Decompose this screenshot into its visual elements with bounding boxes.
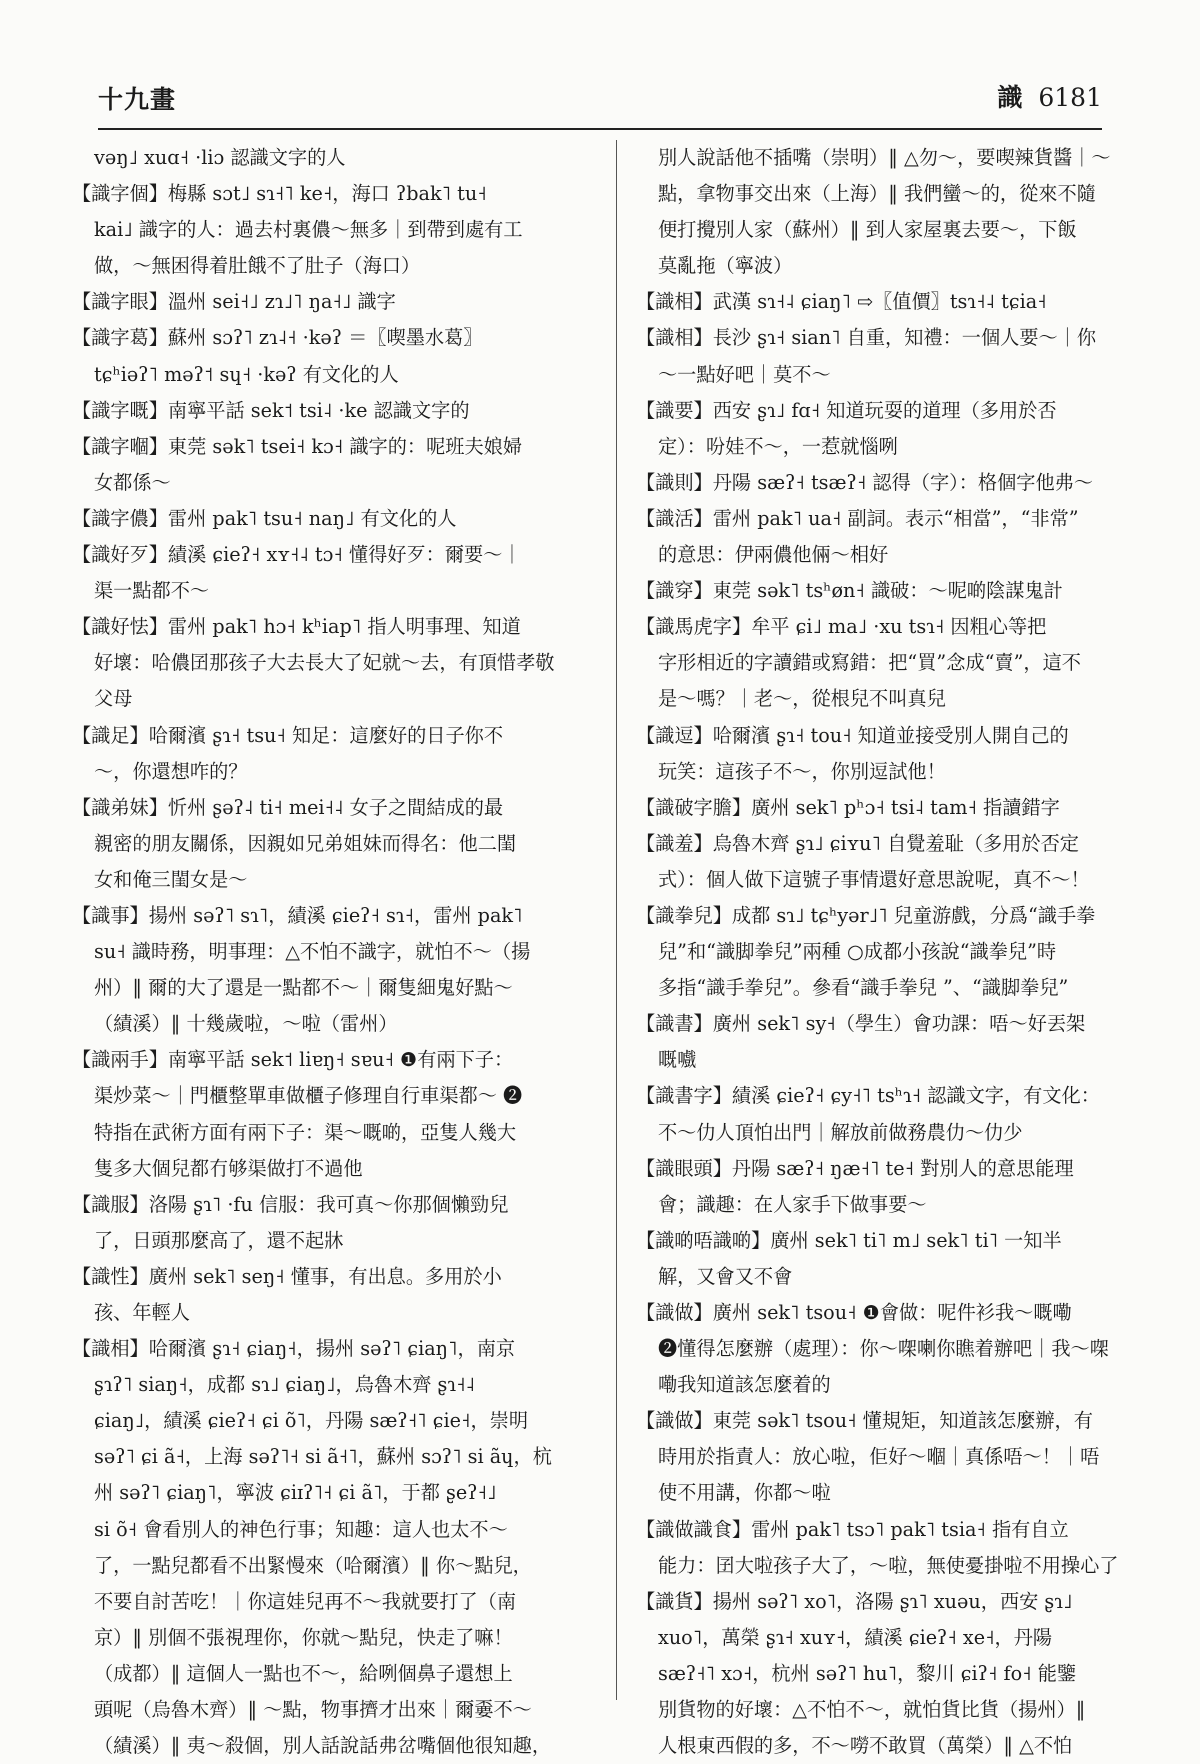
entry-text-line: 點，拿物事交出來（上海）‖ 我們蠻～的，從來不隨	[658, 182, 1096, 206]
entry-headword-line: 【識事】揚州 səʔ˥ sɿ˥，績溪 ɕieʔ˧ sɿ˧，雷州 pak˥	[72, 903, 523, 927]
entry-headword-line: 【識兩手】南寧平話 sek˦ liɐŋ˧ sɐu˧ ❶有兩下子：	[72, 1048, 514, 1072]
entry-text-line: 女都係～	[94, 470, 171, 494]
entry-headword-line: 【識字葛】蘇州 sɔʔ˥ zɿ˨˧ ·kəʔ ＝〖喫墨水葛〗	[72, 326, 483, 350]
entry-headword-line: 【識好怯】雷州 pak˥ hɔ˧ kʰiap˥ 指人明事理、知道	[72, 615, 521, 639]
entry-headword-line: 【識字嗰】東莞 sək˥ tsei˧ kɔ˧ 識字的：呢班夫娘婦	[72, 434, 523, 458]
entry-text-line: xuo˥，萬榮 ʂɿ˧ xuʏ˧，績溪 ɕieʔ˧ xe˧，丹陽	[658, 1625, 1053, 1649]
entry-text-line: 京）‖ 別個不張視理你，你就～點兒，快走了嘛！	[94, 1625, 513, 1649]
entry-headword-line: 【識則】丹陽 sæʔ˧ tsæʔ˧ 認得（字）：格個字他弗～	[636, 470, 1094, 494]
entry-headword-line: 【識做識食】雷州 pak˥ tsɔ˥ pak˥ tsia˧ 指有自立	[636, 1517, 1069, 1541]
entry-text-line: 別貨物的好壞：△不怕不～，就怕貨比貨（揚州）‖	[658, 1698, 1086, 1722]
entry-text-line: 孩、年輕人	[94, 1301, 190, 1324]
entry-text-line: （成都）‖ 這個人一點也不～，給咧個鼻子還想上	[94, 1661, 513, 1685]
entry-headword-line: 【識拳兒】成都 sɿ˩ tɕʰyər˩˥ 兒童游戲，分爲“識手拳	[636, 903, 1096, 927]
entry-text-line: 做，～無困得着肚餓不了肚子（海口）	[94, 254, 421, 278]
entry-headword-line: 【識性】廣州 sek˥ seŋ˧ 懂事，有出息。多用於小	[72, 1264, 502, 1288]
entry-text-line: 了，一點兒都看不出緊慢來（哈爾濱）‖ 你～點兒，	[94, 1553, 532, 1577]
entry-text-line: 嘞我知道該怎麼着的	[658, 1373, 831, 1397]
entry-text-line: 便打攪別人家（蘇州）‖ 到人家屋裏去要～，下飯	[658, 218, 1077, 242]
section-title: 十九畫	[98, 85, 177, 114]
entry-text-line: 特指在武術方面有兩下子：渠～嘅啲，亞隻人幾大	[94, 1120, 517, 1144]
entry-headword-line: 【識相】哈爾濱 ʂɿ˧ ɕiaŋ˧，揚州 səʔ˥ ɕiaŋ˥，南京	[72, 1337, 516, 1361]
left-column	[72, 140, 604, 1764]
entry-text-line: 親密的朋友關係，因親如兄弟姐妹而得名：他二閨	[94, 831, 517, 855]
entry-text-line: kai˩ 識字的人：過去村裏儂～無多｜到帶到處有工	[94, 218, 523, 242]
entry-text-line: 定）：吩娃不～，一惹就惱咧	[658, 434, 898, 458]
headword: 識	[997, 83, 1023, 112]
entry-text-line: 州 səʔ˥ ɕiaŋ˥，寧波 ɕiɪʔ˥˧ ɕi ã˥，于都 ʂeʔ˧˩	[94, 1481, 497, 1505]
entry-headword-line: 【識活】雷州 pak˥ ua˧ 副詞。表示“相當”，“非常”	[636, 506, 1079, 530]
entry-text-line: 好壞：哈儂囝那孩子大去長大了妃就～去，有頂惜孝敬	[94, 651, 555, 675]
entry-text-line: 了，日頭那麼高了，還不起牀	[94, 1228, 344, 1252]
entry-headword-line: 【識羞】烏魯木齊 ʂɿ˩ ɕiʏu˥ 自覺羞耻（多用於否定	[636, 831, 1079, 855]
entry-headword-line: 【識要】西安 ʂɿ˩ fɑ˧ 知道玩耍的道理（多用於否	[636, 398, 1057, 422]
entry-headword-line: 【識足】哈爾濱 ʂɿ˧ tsu˧ 知足：這麼好的日子你不	[72, 723, 504, 747]
entry-text-line: 式）：個人做下這號子事情還好意思說呢，真不～！	[658, 867, 1090, 891]
entry-text-line: 渠一點都不～	[94, 579, 210, 603]
entry-text-line: 頭呢（烏魯木齊）‖ ～點，物事擠才出來｜爾嫑不～	[94, 1698, 532, 1722]
entry-text-line: 不～仂人頂怕出門｜解放前做務農仂～仂少	[658, 1120, 1023, 1144]
entry-headword-line: 【識穿】東莞 sək˥ tsʰøn˧ 識破：～呢啲陰謀鬼計	[636, 579, 1063, 603]
entry-text-line: 不要自討苦吃！｜你這娃兒再不～我就要打了（南	[94, 1589, 517, 1613]
entry-text-line: ❷懂得怎麼辦（處理）：你～㗎喇你瞧着辦吧｜我～㗎	[658, 1337, 1109, 1361]
entry-text-line: 嘅嚱	[658, 1048, 697, 1072]
page-number: 6181	[1038, 83, 1102, 112]
entry-text-line: 的意思：伊兩儂他倆～相好	[658, 543, 889, 567]
entry-headword-line: 【識字嘅】南寧平話 sek˦ tsi˨ ·ke 認識文字的	[72, 398, 470, 422]
entry-headword-line: 【識字儂】雷州 pak˥ tsu˧ naŋ˩ 有文化的人	[72, 506, 457, 530]
entry-headword-line: 【識字個】梅縣 sɔt˩ sɿ˧˥ ke˧，海口 ʔbak˥ tu˧	[72, 182, 487, 206]
entry-headword-line: 【識做】東莞 sək˥ tsou˧ 懂規矩，知道該怎麼辦，有	[636, 1409, 1093, 1433]
entry-text-line: 解，又會又不會	[658, 1264, 793, 1288]
entry-text-line: 是～嗎？｜老～，從根兒不叫真兒	[658, 687, 946, 711]
entry-text-line: （績溪）‖ 十幾歲啦，～啦（雷州）	[94, 1012, 398, 1036]
running-head	[997, 78, 1102, 114]
entry-text-line: ɕiaŋ˩，績溪 ɕieʔ˧ ɕi õ˥，丹陽 sæʔ˧˥ ɕie˧，崇明	[94, 1409, 529, 1433]
entry-text-line: vəŋ˩ xuɑ˧ ·liɔ 認識文字的人	[94, 146, 346, 169]
entry-headword-line: 【識書】廣州 sek˥ sy˧（學生）會功課：唔～好丟架	[636, 1012, 1086, 1036]
entry-text-line: 兒”和“識脚拳兒”兩種 ○成都小孩說“識拳兒”時	[658, 940, 1057, 964]
right-column	[636, 140, 1140, 1764]
entry-text-line: 字形相近的字讀錯或寫錯：把“買”念成“賣”，這不	[658, 651, 1081, 675]
entry-text-line: tɕʰiəʔ˥ məʔ˦ sɥ˧ ·kəʔ 有文化的人	[94, 362, 399, 386]
entry-text-line: ʂɿʔ˥ siaŋ˧，成都 sɿ˩ ɕiaŋ˩，烏魯木齊 ʂɿ˧˨	[94, 1373, 476, 1397]
entry-headword-line: 【識逗】哈爾濱 ʂɿ˧ tou˧ 知道並接受別人開自己的	[636, 723, 1069, 747]
entry-text-line: 多指“識手拳兒”。參看“識手拳兒 ”、“識脚拳兒”	[658, 976, 1069, 1000]
entry-text-line: 隻多大個兒都冇够渠做打不過他	[94, 1156, 363, 1180]
entry-headword-line: 【識字眼】溫州 sei˧˩ zɿ˩˥ ŋa˧˩ 識字	[72, 290, 396, 314]
entry-text-line: si õ˧ 會看別人的神色行事；知趣：這人也太不～	[94, 1517, 508, 1541]
entry-text-line: 州）‖ 爾的大了還是一點都不～｜爾隻細鬼好點～	[94, 976, 513, 1000]
entry-headword-line: 【識貨】揚州 səʔ˥ xo˥，洛陽 ʂɿ˥ xuəu，西安 ʂɿ˩	[636, 1589, 1073, 1613]
entry-headword-line: 【識馬虎字】牟平 ɕi˩ ma˩ ·xu tsɿ˧ 因粗心等把	[636, 615, 1047, 639]
entry-text-line: 玩笑：這孩子不～，你別逗試他！	[658, 759, 946, 783]
entry-text-line: 女和俺三閨女是～	[94, 867, 248, 891]
entry-headword-line: 【識相】武漢 sɿ˧˨ ɕiaŋ˥ ⇨〖值價〗tsɿ˧˨ tɕia˧	[636, 290, 1047, 314]
entry-text-line: 能力：囝大啦孩子大了，～啦，無使憂掛啦不用操心了	[658, 1553, 1119, 1577]
entry-headword-line: 【識破字膽】廣州 sek˥ pʰɔ˧ tsi˨ tam˧ 指讀錯字	[636, 795, 1060, 819]
entry-text-line: su˧ 識時務，明事理：△不怕不識字，就怕不～（揚	[94, 940, 531, 964]
entry-text-line: 人根東西假的多，不～嘮不敢買（萬榮）‖ △不怕	[658, 1734, 1073, 1758]
entry-text-line: ～，你還想咋的？	[94, 759, 248, 783]
page-header	[98, 78, 1102, 130]
entry-headword-line: 【識服】洛陽 ʂɿ˥ ·fu 信服：我可真～你那個懶勁兒	[72, 1192, 509, 1216]
entry-text-line: 時用於指責人：放心啦，佢好～嗰｜真係唔～！｜唔	[658, 1445, 1100, 1469]
entry-text-line: （績溪）‖ 夷～殺個，別人話說話弗岔嘴個他很知趣，	[94, 1734, 552, 1758]
entry-headword-line: 【識眼頭】丹陽 sæʔ˧ ŋæ˧˥ te˧ 對別人的意思能理	[636, 1156, 1074, 1180]
entry-headword-line: 【識啲唔識啲】廣州 sek˥ ti˥ m˩ sek˥ ti˥ 一知半	[636, 1228, 1062, 1252]
entry-text-line: 渠炒菜～｜門櫃整單車做櫃子修理自行車渠都～ ❷	[94, 1084, 523, 1108]
entry-headword-line: 【識書字】績溪 ɕieʔ˧ ɕy˧˥ tsʰɿ˧ 認識文字，有文化：	[636, 1084, 1100, 1108]
entry-text-line: 別人說話他不插嘴（崇明）‖ △勿～，要喫辣貨醬｜～	[658, 146, 1111, 169]
entry-text-line: səʔ˥ ɕi ã˧，上海 səʔ˥˧ si ã˧˥，蘇州 sɔʔ˥ si ãɥ，杭	[94, 1445, 552, 1469]
entry-headword-line: 【識好歹】績溪 ɕieʔ˧ xʏ˧˨ tɔ˧ 懂得好歹：爾要～｜	[72, 543, 522, 567]
entry-headword-line: 【識弟妹】忻州 ʂəʔ˨ ti˧ mei˧˨ 女子之間結成的最	[72, 795, 504, 819]
entry-headword-line: 【識相】長沙 ʂɿ˧ sian˥ 自重，知禮：一個人要～｜你	[636, 326, 1097, 350]
entry-text-line: ～一點好吧｜莫不～	[658, 362, 831, 386]
entry-headword-line: 【識做】廣州 sek˥ tsou˧ ❶會做：呢件衫我～嘅嘞	[636, 1301, 1072, 1324]
entry-text-line: 會；識趣：在人家手下做事要～	[658, 1192, 927, 1216]
entry-text-line: 父母	[94, 687, 133, 711]
entry-text-line: 莫亂拖（寧波）	[658, 254, 793, 278]
entry-text-line: sæʔ˧˥ xɔ˧，杭州 səʔ˥ hu˥，黎川 ɕiʔ˧ fo˧ 能鑒	[658, 1661, 1077, 1685]
entry-text-line: 使不用講，你都～啦	[658, 1481, 831, 1505]
column-divider	[616, 140, 617, 1700]
